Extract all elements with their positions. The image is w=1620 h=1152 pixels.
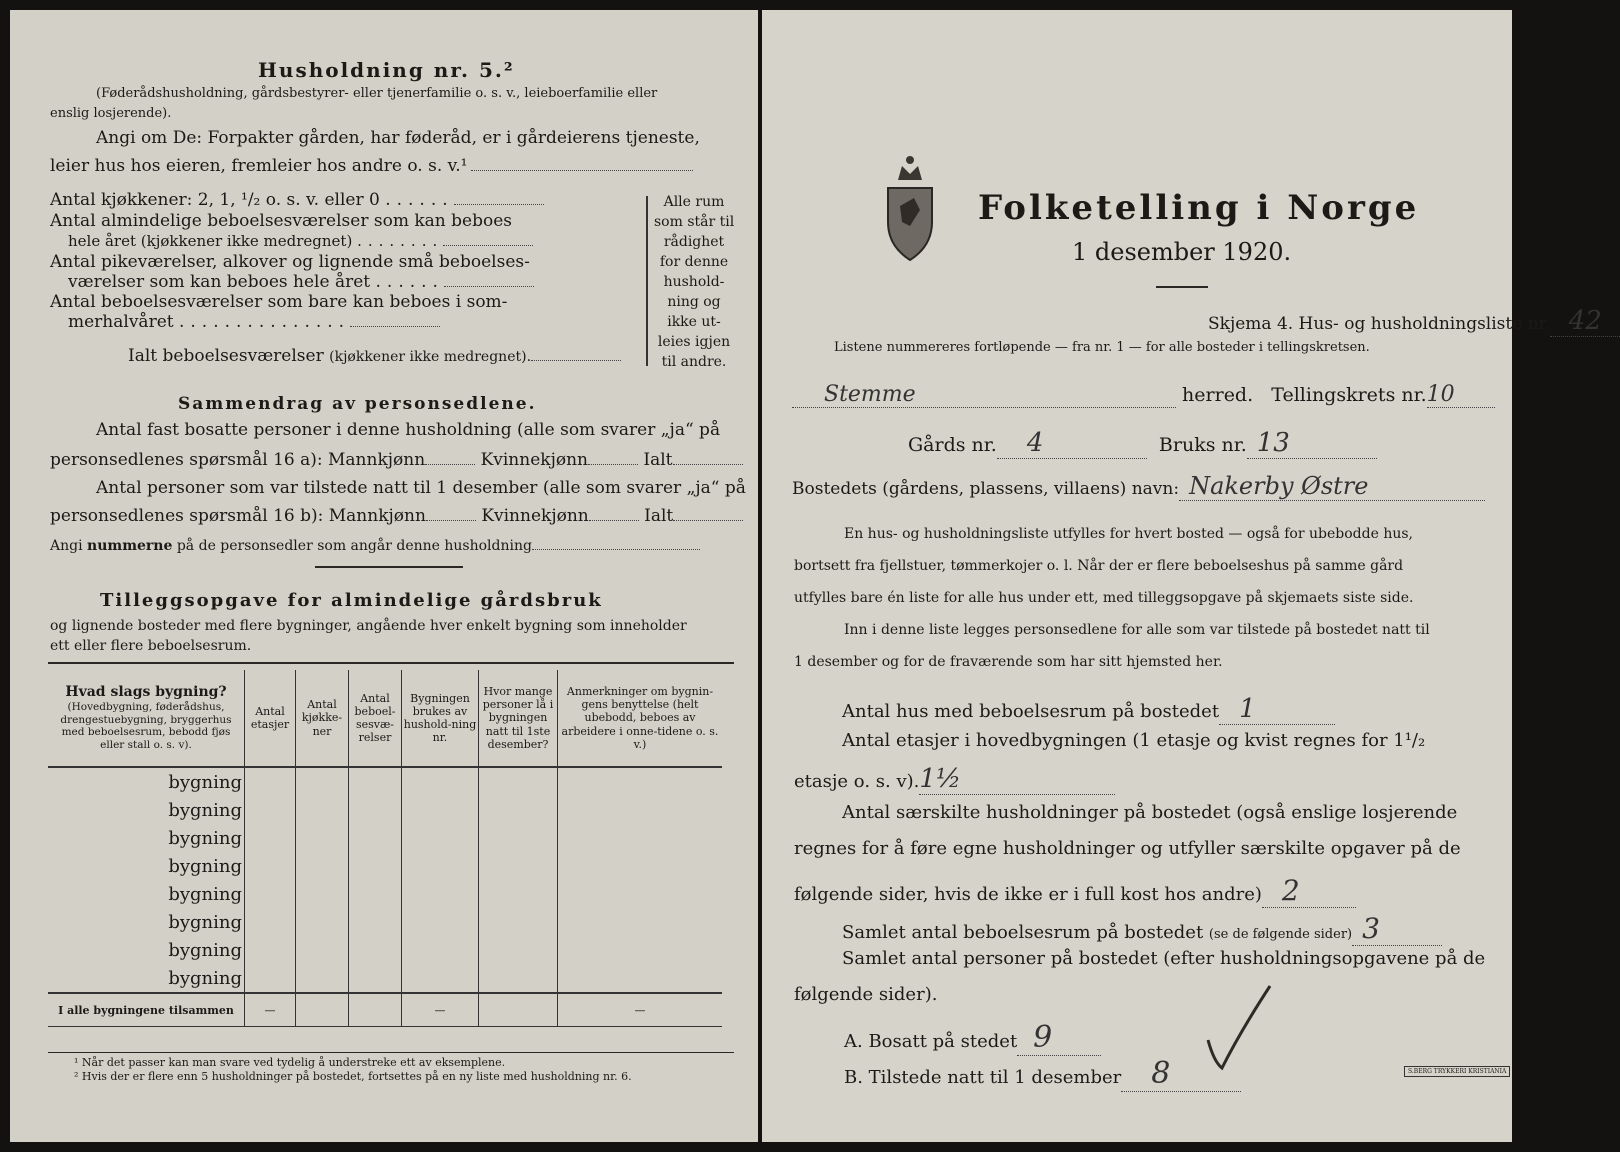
etasjer-value: 1½ bbox=[919, 764, 1115, 795]
gards-value: 4 bbox=[997, 428, 1147, 459]
herred-line: Stemme herred. Tellingskrets nr.10 bbox=[792, 382, 1495, 408]
gards-line: Gårds nr. 4 Bruks nr. 13 bbox=[908, 428, 1377, 459]
angi-line: Angi nummerne på de personsedler som angår denne husholdning bbox=[50, 538, 700, 554]
household-title: Husholdning nr. 5.² bbox=[258, 58, 515, 82]
summary-line-2: personsedlenes spørsmål 16 a): Mannkjønn Kvinnekjønn Ialt bbox=[50, 450, 743, 470]
row-label: bygning bbox=[48, 964, 245, 993]
brace-note: Alle rum som står til rådighet for denne hushold- ning og ikke ut- leies igjen til andre. bbox=[654, 194, 735, 370]
table-row bbox=[48, 796, 722, 824]
summary-line-4: personsedlenes spørsmål 16 b): Mannkjønn Kvinnekjønn Ialt bbox=[50, 506, 743, 526]
main-title: Folketelling i Norge bbox=[978, 188, 1420, 228]
intro-line-1: (Føderådshusholdning, gårdsbestyrer- eller tjenerfamilie o. s. v., leieboerfamilie eller bbox=[96, 86, 658, 101]
skjema-line: Skjema 4. Hus- og husholdningsliste nr. 42 bbox=[1208, 306, 1620, 337]
instruction-4: Inn i denne liste legges personsedlene for alle som var tilstede på bostedet natt til bbox=[844, 622, 1430, 638]
col-floors: Antal etasjer bbox=[245, 670, 296, 767]
rooms-summer-cont: merhalvåret ............... bbox=[68, 312, 440, 332]
bosatt-value: 9 bbox=[1017, 1020, 1101, 1056]
tillegg-title: Tilleggsopgave for almindelige gårdsbruk bbox=[100, 590, 603, 611]
table-row bbox=[48, 964, 722, 993]
bosted-value: Nakerby Østre bbox=[1179, 472, 1485, 501]
row-label: bygning bbox=[48, 880, 245, 908]
coat-of-arms-icon bbox=[880, 150, 940, 262]
total-label: I alle bygningene tilsammen bbox=[48, 993, 245, 1027]
samlet-rum-line: Samlet antal beboelsesrum på bostedet (se de følgende sider) 3 bbox=[842, 912, 1442, 946]
footnote-2: ² Hvis der er flere enn 5 husholdninger på bostedet, fortsettes på en ny liste med husholdning nr. 6. bbox=[74, 1070, 632, 1083]
instruction-3: utfylles bare én liste for alle hus under ett, med tilleggsopgave på skjemaets siste side. bbox=[794, 590, 1414, 606]
brace bbox=[640, 196, 648, 366]
col-household: Bygningen brukes av hushold-ning nr. bbox=[402, 670, 479, 767]
summary-line-1: Antal fast bosatte personer i denne husholdning (alle som svarer „ja“ på bbox=[96, 420, 721, 440]
listene-note: Listene nummereres fortløpende — fra nr. 1 — for alle bosteder i tellingskretsen. bbox=[834, 340, 1370, 355]
tilstede-line: B. Tilstede natt til 1 desember 8 bbox=[844, 1056, 1241, 1092]
row-label: bygning bbox=[48, 936, 245, 964]
title-rule bbox=[1156, 286, 1208, 288]
row-label: bygning bbox=[48, 908, 245, 936]
intro-line-2: enslig losjerende). bbox=[50, 106, 172, 121]
table-top-rule bbox=[48, 662, 734, 664]
col-building-type: Hvad slags bygning? (Hovedbygning, føderådshus, drengestuebygning, bryggerhus med beboelsesrum, bebodd fjøs eller stall o. s. v). bbox=[48, 670, 245, 767]
rooms-ordinary: Antal almindelige beboelsesværelser som kan beboes bbox=[50, 211, 512, 231]
saerskilte-line-1: Antal særskilte husholdninger på bostedet (også enslige losjerende bbox=[842, 802, 1458, 823]
table-row bbox=[48, 936, 722, 964]
instruction-5: 1 desember og for de fraværende som har sitt hjemsted her. bbox=[794, 654, 1223, 670]
herred-value: Stemme bbox=[792, 382, 1176, 408]
instruction-2: bortsett fra fjellstuer, tømmerkojer o. l. Når der er flere beboelseshus på samme gård bbox=[794, 558, 1404, 574]
antal-hus-line: Antal hus med beboelsesrum på bostedet 1 bbox=[842, 694, 1335, 725]
col-remarks: Anmerkninger om bygnin-gens benyttelse (helt ubebodd, beboes av arbeidere i onne-tidene o. s. v.) bbox=[558, 670, 723, 767]
table-row bbox=[48, 824, 722, 852]
saerskilte-line-2: regnes for å føre egne husholdninger og utfyller særskilte opgaver på de bbox=[794, 838, 1461, 859]
row-label: bygning bbox=[48, 852, 245, 880]
etasjer-line-1: Antal etasjer i hovedbygningen (1 etasje og kvist regnes for 1¹/₂ bbox=[842, 730, 1426, 751]
question-line-1: Angi om De: Forpakter gården, har føderåd, er i gårdeierens tjeneste, bbox=[96, 128, 700, 148]
table-total-row: I alle bygningene tilsammen — — — bbox=[48, 993, 722, 1027]
footnote-rule bbox=[48, 1052, 734, 1053]
tillegg-line-1: og lignende bosteder med flere bygninger, angående hver enkelt bygning som inneholder bbox=[50, 618, 687, 634]
samlet-personer-line-1: Samlet antal personer på bostedet (efter husholdningsopgavene på de bbox=[842, 948, 1486, 969]
bruks-value: 13 bbox=[1247, 428, 1377, 459]
printer-stamp: S.BERG TRYKKERI KRISTIANIA bbox=[1404, 1066, 1510, 1077]
summary-line-3: Antal personer som var tilstede natt til 1 desember (alle som svarer „ja“ på bbox=[96, 478, 746, 498]
row-label: bygning bbox=[48, 767, 245, 796]
rooms-kitchens: Antal kjøkkener: 2, 1, ¹/₂ o. s. v. eller 0 ...... bbox=[50, 190, 544, 210]
saerskilte-value: 2 bbox=[1262, 874, 1356, 908]
bosatt-line: A. Bosatt på stedet 9 bbox=[844, 1020, 1101, 1056]
bosted-line: Bostedets (gårdens, plassens, villaens) navn: Nakerby Østre bbox=[792, 472, 1485, 501]
buildings-table bbox=[48, 670, 722, 1027]
etasjer-line-2: etasje o. s. v).1½ bbox=[794, 764, 1115, 795]
census-date: 1 desember 1920. bbox=[1072, 238, 1292, 266]
col-kitchens: Antal kjøkke-ner bbox=[296, 670, 349, 767]
samlet-rum-value: 3 bbox=[1352, 912, 1442, 946]
question-line-2: leier hus hos eieren, fremleier hos andre o. s. v.¹ bbox=[50, 156, 693, 176]
row-label: bygning bbox=[48, 824, 245, 852]
rooms-summer: Antal beboelsesværelser som bare kan beboes i som- bbox=[50, 292, 508, 312]
rooms-small-cont: værelser som kan beboes hele året ...... bbox=[68, 272, 534, 292]
table-row bbox=[48, 767, 722, 796]
saerskilte-line-3: følgende sider, hvis de ikke er i full kost hos andre) 2 bbox=[794, 874, 1356, 908]
footnote-1: ¹ Når det passer kan man svare ved tydelig å understreke ett av eksemplene. bbox=[74, 1056, 506, 1069]
antal-hus-value: 1 bbox=[1219, 694, 1335, 725]
rooms-small: Antal pikeværelser, alkover og lignende små beboelses- bbox=[50, 252, 530, 272]
skjema-number: 42 bbox=[1550, 306, 1620, 337]
total-rooms: Ialt beboelsesværelser (kjøkkener ikke medregnet). bbox=[128, 346, 621, 366]
tilstede-value: 8 bbox=[1121, 1056, 1241, 1092]
left-page bbox=[10, 10, 758, 1142]
row-label: bygning bbox=[48, 796, 245, 824]
table-row bbox=[48, 880, 722, 908]
instruction-1: En hus- og husholdningsliste utfylles for hvert bosted — også for ubebodde hus, bbox=[844, 526, 1413, 542]
col-rooms: Antal beboel-sesvæ-relser bbox=[349, 670, 402, 767]
tillegg-line-2: ett eller flere beboelsesrum. bbox=[50, 638, 252, 654]
tellingskrets-value: 10 bbox=[1427, 382, 1495, 408]
checkmark-icon bbox=[1200, 980, 1300, 1076]
summary-title: Sammendrag av personsedlene. bbox=[178, 394, 537, 414]
right-page bbox=[762, 10, 1602, 1142]
samlet-personer-line-2: følgende sider). bbox=[794, 984, 938, 1005]
rooms-ordinary-cont: hele året (kjøkkener ikke medregnet) ........ bbox=[68, 232, 533, 250]
divider bbox=[315, 566, 463, 568]
col-persons: Hvor mange personer lå i bygningen natt til 1ste desember? bbox=[479, 670, 558, 767]
table-row bbox=[48, 908, 722, 936]
table-row bbox=[48, 852, 722, 880]
